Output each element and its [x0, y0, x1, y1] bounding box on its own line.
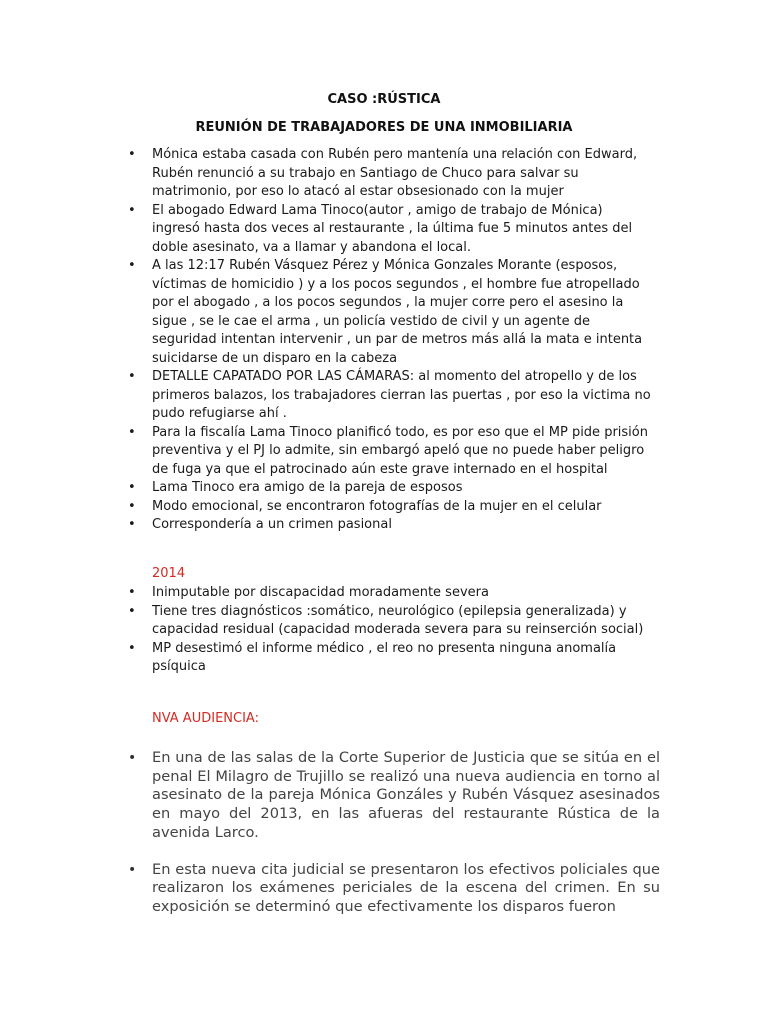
hearing-list	[128, 749, 660, 935]
bullet-icon: •	[128, 750, 137, 766]
list-item-text: Inimputable por discapacidad moradamente severa	[152, 585, 489, 600]
list-item	[128, 498, 652, 517]
list-item	[128, 202, 652, 258]
list-item-text: En esta nueva cita judicial se presentaron los efectivos policiales que realizaron los exámenes periciales de la escena del crimen. En su exposición se determinó que efectivamente los disparos fueron	[152, 860, 660, 915]
list-item-text: Tiene tres diagnósticos :somático, neurológico (epilepsia generalizada) y capacidad residual (capacidad moderada severa para su reinserción social)	[152, 603, 644, 637]
list-item-text: Modo emocional, se encontraron fotografías de la mujer en el celular	[152, 498, 602, 514]
list-item	[128, 516, 652, 535]
list-item-text: El abogado Edward Lama Tinoco(autor , amigo de trabajo de Mónica) ingresó hasta dos veces al restaurante , la última fue 5 minutos antes del doble asesinato, va a llamar y abandona el local.	[152, 202, 633, 255]
diagnosis-list	[128, 584, 652, 677]
list-item-text: MP desestimó el informe médico , el reo no presenta ninguna anomalía psíquica	[152, 640, 617, 674]
list-item-text: A las 12:17 Rubén Vásquez Pérez y Mónica Gonzales Morante (esposos, víctimas de homicidio ) y a los pocos segundos , el hombre fue atropellado por el abogado , a los pocos segundos , la mujer corre pero el asesino la sigue , se le cae el arma , un policía vestido de civil y un agente de seguridad intentan intervenir , un par de metros más allá la mata e intenta suicidarse de un disparo en la cabeza	[152, 258, 643, 366]
list-item-text: Mónica estaba casada con Rubén pero mantenía una relación con Edward, Rubén renunció a su trabajo en Santiago de Chuco para salvar su matrimonio, por eso lo atacó al estar obsesionado con la mujer	[152, 147, 638, 199]
bullet-icon: •	[128, 202, 136, 218]
section-label-2014: 2014	[152, 566, 186, 581]
list-item	[128, 257, 652, 368]
document-title: CASO :RÚSTICA	[327, 92, 441, 107]
bullet-icon: •	[128, 258, 136, 273]
list-item-text: En una de las salas de la Corte Superior de Justicia que se sitúa en el penal El Milagro de Trujillo se realizó una nueva audiencia en torno al asesinato de la pareja Mónica Gonzáles y Rubén Vásquez asesinados en mayo del 2013, en las afueras del restaurante Rústica de la avenida Larco.	[152, 749, 660, 841]
list-item-text: Para la fiscalía Lama Tinoco planificó todo, es por eso que el MP pide prisión preventiva y el PJ lo admite, sin embargó apeló que no puede haber peligro de fuga ya que el patrocinado aún este grave internado en el hospital	[152, 424, 648, 477]
list-item-text: Lama Tinoco era amigo de la pareja de esposos	[152, 480, 463, 495]
bullet-icon: •	[128, 603, 136, 619]
bullet-icon: •	[128, 480, 136, 495]
bullet-icon: •	[128, 369, 136, 384]
list-item	[128, 368, 652, 424]
list-item	[128, 640, 652, 677]
list-item	[128, 749, 660, 843]
document-subtitle: REUNIÓN DE TRABAJADORES DE UNA INMOBILIARIA	[195, 120, 573, 135]
section-label-nva-audiencia: NVA AUDIENCIA:	[152, 711, 259, 726]
list-item	[128, 584, 652, 603]
list-item	[128, 146, 652, 202]
bullet-icon: •	[128, 498, 136, 514]
bullet-icon: •	[128, 147, 136, 162]
list-item	[128, 479, 652, 498]
list-item	[128, 860, 660, 917]
list-item	[128, 424, 652, 480]
bullet-icon: •	[128, 517, 136, 532]
bullet-icon: •	[128, 424, 136, 440]
list-item-text: DETALLE CAPATADO POR LAS CÁMARAS: al momento del atropello y de los primeros balazos, los trabajadores cierran las puertas , por eso la victima no pudo refugiarse ahí .	[152, 369, 651, 421]
bullet-icon: •	[128, 585, 136, 600]
case-facts-list	[128, 146, 652, 535]
list-item	[128, 603, 652, 640]
bullet-icon: •	[128, 640, 136, 656]
bullet-icon: •	[128, 861, 137, 878]
list-item-text: Correspondería a un crimen pasional	[152, 517, 392, 532]
